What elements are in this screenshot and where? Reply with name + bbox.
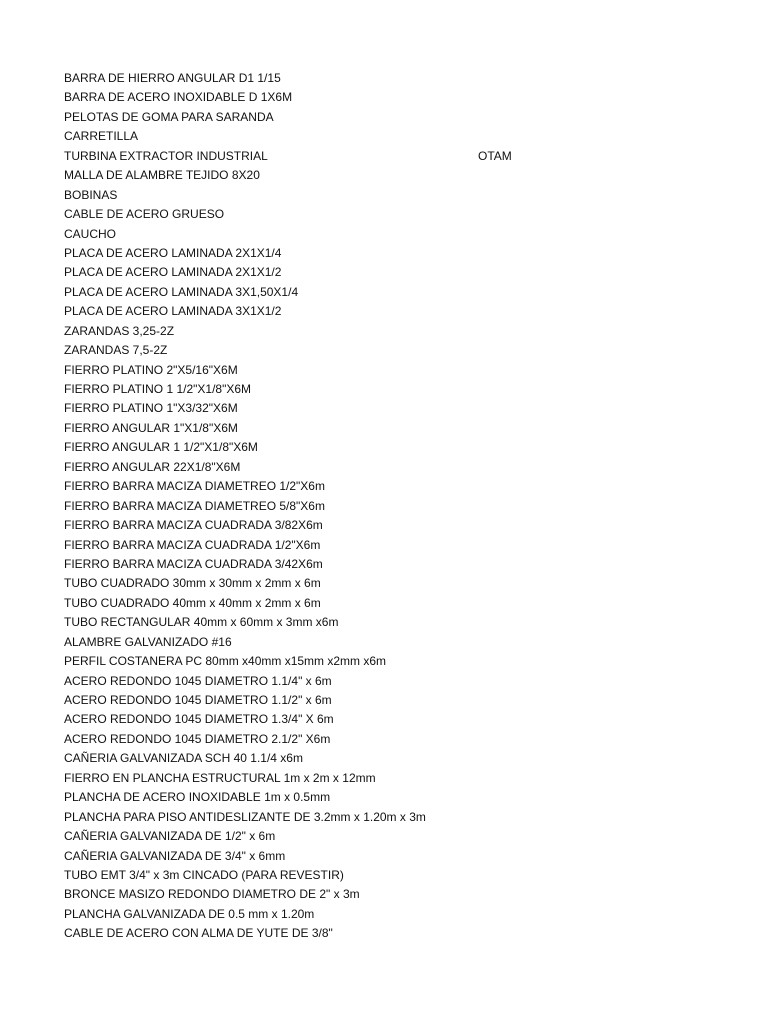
list-item — [64, 788, 704, 807]
item-text: TUBO RECTANGULAR 40mm x 60mm x 3mm x6m — [64, 615, 339, 630]
list-item — [64, 574, 704, 593]
item-text: PLANCHA GALVANIZADA DE 0.5 mm x 1.20m — [64, 906, 315, 921]
list-item — [64, 263, 704, 282]
item-text: CARRETILLA — [64, 129, 139, 144]
list-item — [64, 633, 704, 652]
list-item — [64, 847, 704, 866]
list-item — [64, 827, 704, 846]
list-item — [64, 710, 704, 729]
list-item — [64, 88, 704, 107]
item-text: FIERRO BARRA MACIZA DIAMETREO 1/2"X6m — [64, 479, 325, 494]
item-text: FIERRO ANGULAR 22X1/8"X6M — [64, 459, 241, 474]
item-text: FIERRO ANGULAR 1"X1/8"X6M — [64, 420, 238, 435]
list-item — [64, 497, 704, 516]
item-text: CABLE DE ACERO CON ALMA DE YUTE DE 3/8" — [64, 926, 333, 941]
item-text: ZARANDAS 3,25-2Z — [64, 323, 175, 338]
list-item — [64, 749, 704, 768]
list-item — [64, 555, 704, 574]
list-item — [64, 477, 704, 496]
list-item — [64, 652, 704, 671]
list-item — [64, 166, 704, 185]
list-item — [64, 594, 704, 613]
item-text: BRONCE MASIZO REDONDO DIAMETRO DE 2" x 3m — [64, 887, 360, 902]
list-item — [64, 341, 704, 360]
list-item — [64, 186, 704, 205]
item-text: BARRA DE ACERO INOXIDABLE D 1X6M — [64, 90, 293, 105]
item-text: FIERRO PLATINO 1 1/2"X1/8"X6M — [64, 382, 252, 396]
item-text: PELOTAS DE GOMA PARA SARANDA — [64, 109, 274, 124]
list-item — [64, 380, 704, 399]
list-item — [64, 866, 704, 885]
list-item — [64, 885, 704, 904]
item-text: CAUCHO — [64, 226, 117, 241]
item-text: FIERRO BARRA MACIZA DIAMETREO 5/8"X6m — [64, 498, 325, 513]
list-item — [64, 361, 704, 380]
item-text: ACERO REDONDO 1045 DIAMETRO 1.1/4" x 6m — [64, 673, 332, 688]
list-item — [64, 924, 704, 943]
item-text: ACERO REDONDO 1045 DIAMETRO 1.3/4" X 6m — [64, 712, 334, 727]
item-text: FIERRO EN PLANCHA ESTRUCTURAL 1m x 2m x 12mm — [64, 770, 376, 785]
list-item — [64, 905, 704, 924]
materials-list — [64, 69, 704, 944]
item-text: CAÑERIA GALVANIZADA SCH 40 1.1/4 x6m — [64, 751, 303, 766]
list-item — [64, 283, 704, 302]
item-text: PERFIL COSTANERA PC 80mm x40mm x15mm x2mm x6m — [64, 654, 387, 669]
item-text: TUBO CUADRADO 30mm x 30mm x 2mm x 6m — [64, 576, 321, 591]
item-text: ALAMBRE GALVANIZADO #16 — [64, 634, 232, 649]
item-text: PLACA DE ACERO LAMINADA 3X1X1/2 — [64, 304, 282, 319]
item-text: TUBO EMT 3/4" x 3m CINCADO (PARA REVESTIR) — [64, 867, 344, 882]
list-item — [64, 205, 704, 224]
item-text: FIERRO BARRA MACIZA CUADRADA 1/2"X6m — [64, 537, 321, 552]
item-text: MALLA DE ALAMBRE TEJIDO 8X20 — [64, 168, 260, 183]
item-text: PLANCHA DE ACERO INOXIDABLE 1m x 0.5mm — [64, 790, 331, 805]
item-text: FIERRO PLATINO 1"X3/32"X6M — [64, 401, 238, 416]
list-item — [64, 730, 704, 749]
list-item — [64, 419, 704, 438]
list-item — [64, 322, 704, 341]
list-item — [64, 516, 704, 535]
item-text: BOBINAS — [64, 187, 118, 202]
list-item — [64, 458, 704, 477]
list-item — [64, 438, 704, 457]
item-text: TUBO CUADRADO 40mm x 40mm x 2mm x 6m — [64, 595, 321, 610]
item-text: ZARANDAS 7,5-2Z — [64, 343, 168, 358]
list-item — [64, 147, 704, 166]
item-text: ACERO REDONDO 1045 DIAMETRO 2.1/2" X6m — [64, 731, 331, 746]
item-text: PLACA DE ACERO LAMINADA 3X1,50X1/4 — [64, 284, 299, 299]
item-text: TURBINA EXTRACTOR INDUSTRIAL — [64, 148, 268, 163]
item-text: FIERRO PLATINO 2"X5/16"X6M — [64, 362, 238, 377]
list-item — [64, 69, 704, 88]
list-item — [64, 691, 704, 710]
item-text: CAÑERIA GALVANIZADA DE 3/4" x 6mm — [64, 848, 286, 863]
item-text: PLACA DE ACERO LAMINADA 2X1X1/2 — [64, 265, 282, 280]
list-item — [64, 108, 704, 127]
list-item — [64, 672, 704, 691]
list-item — [64, 808, 704, 827]
list-item — [64, 536, 704, 555]
list-item — [64, 244, 704, 263]
list-item — [64, 613, 704, 632]
item-text: FIERRO ANGULAR 1 1/2"X1/8"X6M — [64, 440, 258, 455]
item-note: OTAM — [478, 148, 512, 163]
item-text: BARRA DE HIERRO ANGULAR D1 1/15 — [64, 71, 281, 85]
list-item — [64, 127, 704, 146]
item-text: PLANCHA PARA PISO ANTIDESLIZANTE DE 3.2mm x 1.20m x 3m — [64, 809, 426, 824]
item-text: FIERRO BARRA MACIZA CUADRADA 3/82X6m — [64, 518, 323, 533]
item-text: FIERRO BARRA MACIZA CUADRADA 3/42X6m — [64, 556, 323, 571]
list-item — [64, 399, 704, 418]
list-item — [64, 302, 704, 321]
item-text: CABLE DE ACERO GRUESO — [64, 207, 225, 222]
item-text: ACERO REDONDO 1045 DIAMETRO 1.1/2" x 6m — [64, 693, 332, 707]
list-item — [64, 769, 704, 788]
item-text: PLACA DE ACERO LAMINADA 2X1X1/4 — [64, 245, 282, 260]
list-item — [64, 225, 704, 244]
item-text: CAÑERIA GALVANIZADA DE 1/2" x 6m — [64, 829, 276, 844]
